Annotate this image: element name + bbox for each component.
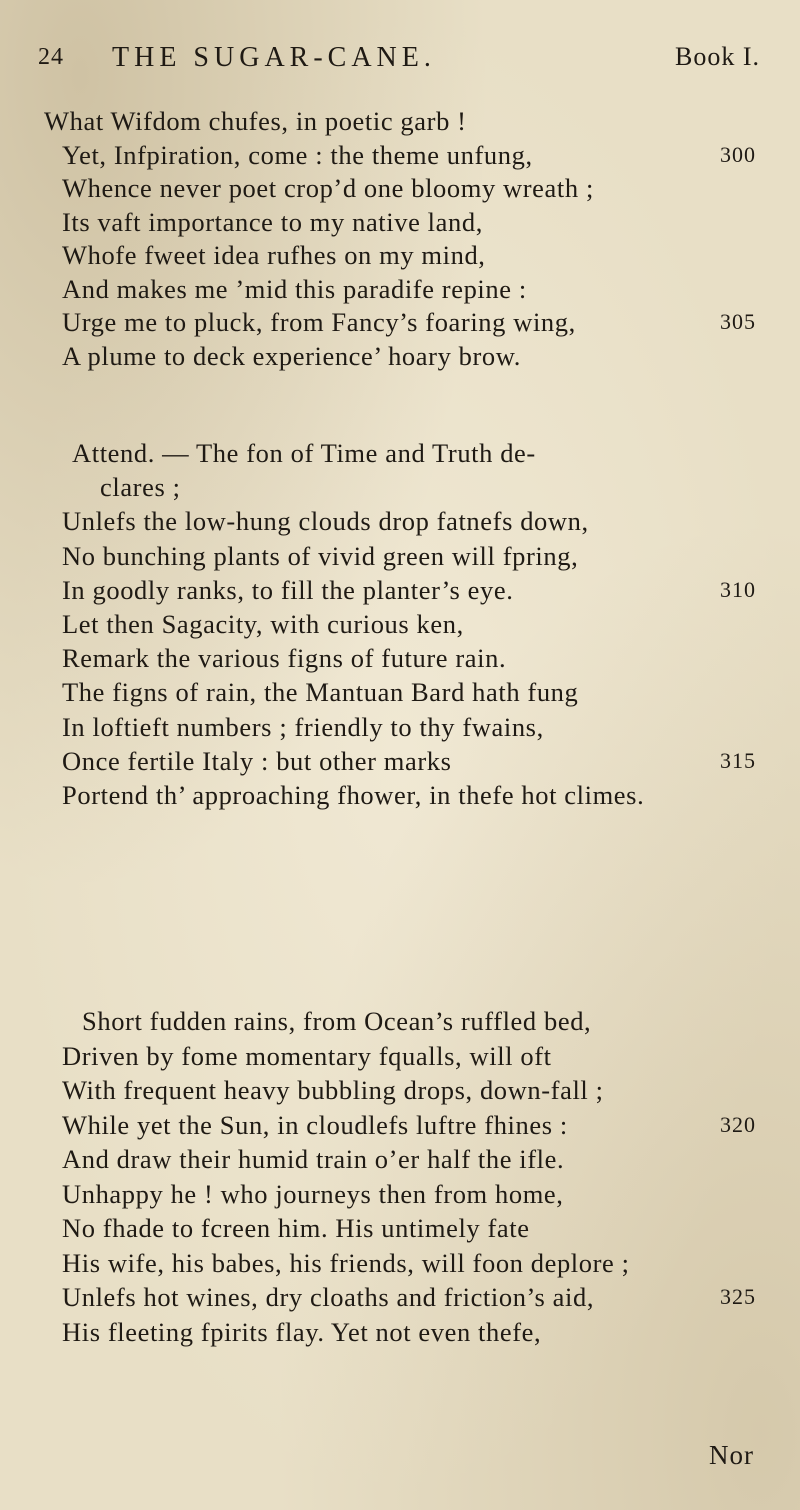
line-number: 300 xyxy=(720,141,756,167)
verse-line xyxy=(0,1108,800,1143)
verse-line xyxy=(0,1073,800,1108)
verse-text: In loftieft numbers ; friendly to thy fwains, xyxy=(62,711,544,742)
running-title: THE SUGAR-CANE. xyxy=(112,42,436,73)
stanza-1 xyxy=(0,104,800,372)
verse-text: His fleeting fpirits flay. Yet not even thefe, xyxy=(62,1316,542,1347)
verse-text: Unhappy he ! who journeys then from home, xyxy=(62,1178,564,1209)
verse-text: Driven by fome momentary fqualls, will oft xyxy=(62,1040,552,1071)
verse-text: No fhade to fcreen him. His untimely fate xyxy=(62,1213,530,1243)
verse-text: Unlefs the low-hung clouds drop fatnefs down, xyxy=(62,506,589,537)
verse-text: A plume to deck experience’ hoary brow. xyxy=(62,340,522,371)
verse-text: Short fudden rains, from Ocean’s ruffled bed, xyxy=(82,1006,592,1036)
verse-text: Yet, Infpiration, come : the theme unfung, xyxy=(62,139,533,170)
verse-text: Portend th’ approaching fhower, in thefe hot climes. xyxy=(62,779,645,810)
book-label: Book I. xyxy=(675,42,760,71)
verse-line xyxy=(0,675,800,709)
verse-text: clares ; xyxy=(100,472,181,503)
verse-line xyxy=(0,339,800,373)
verse-text: What Wifdom chufes, in poetic garb ! xyxy=(44,106,467,136)
verse-text: Urge me to pluck, from Fancy’s foaring wing, xyxy=(62,307,576,337)
page-number: 24 xyxy=(38,44,64,70)
verse-line xyxy=(0,1004,800,1039)
verse-line xyxy=(0,104,800,138)
verse-text: Attend. — The fon of Time and Truth de- xyxy=(72,438,536,468)
verse-line xyxy=(0,1039,800,1074)
verse-text: Its vaft importance to my native land, xyxy=(62,206,483,237)
verse-line xyxy=(0,744,800,778)
verse-line xyxy=(0,1211,800,1246)
verse-line xyxy=(0,1142,800,1177)
verse-line xyxy=(0,205,800,239)
verse-text: Unlefs hot wines, dry cloaths and friction’s aid, xyxy=(62,1282,595,1312)
verse-line xyxy=(0,778,800,812)
verse-text: While yet the Sun, in cloudlefs luftre fhines : xyxy=(62,1109,568,1140)
verse-line xyxy=(0,470,800,504)
verse-line xyxy=(0,1177,800,1212)
verse-text: Once fertile Italy : but other marks xyxy=(62,745,452,776)
verse-line xyxy=(0,539,800,573)
verse-line xyxy=(0,1315,800,1350)
verse-line xyxy=(0,1246,800,1281)
verse-line xyxy=(0,710,800,744)
verse-text: Whence never poet crop’d one bloomy wreath ; xyxy=(62,173,594,203)
stanza-3 xyxy=(0,1004,800,1349)
verse-text: And makes me ’mid this paradife repine : xyxy=(62,273,527,304)
line-number: 320 xyxy=(720,1111,756,1137)
line-number: 305 xyxy=(720,309,756,334)
line-number: 310 xyxy=(720,576,756,602)
verse-line xyxy=(0,238,800,272)
verse-line xyxy=(0,641,800,675)
line-number: 325 xyxy=(720,1284,756,1309)
verse-line xyxy=(0,272,800,306)
verse-line xyxy=(0,138,800,172)
verse-line xyxy=(0,1280,800,1315)
verse-line xyxy=(0,305,800,339)
verse-line xyxy=(0,504,800,538)
verse-line xyxy=(0,573,800,607)
verse-text: With frequent heavy bubbling drops, down-fall ; xyxy=(62,1075,604,1105)
verse-text: In goodly ranks, to fill the planter’s eye. xyxy=(62,574,514,605)
stanza-2 xyxy=(0,436,800,812)
verse-line xyxy=(0,436,800,470)
verse-text: No bunching plants of vivid green will fpring, xyxy=(62,540,579,571)
verse-text: His wife, his babes, his friends, will foon deplore ; xyxy=(62,1247,630,1278)
verse-text: And draw their humid train o’er half the ifle. xyxy=(62,1144,565,1174)
running-header xyxy=(38,42,760,78)
verse-line xyxy=(0,171,800,205)
verse-text: Remark the various figns of future rain. xyxy=(62,643,507,674)
verse-text: Let then Sagacity, with curious ken, xyxy=(62,608,464,639)
verse-text: The figns of rain, the Mantuan Bard hath fung xyxy=(62,677,579,708)
catchword: Nor xyxy=(709,1440,754,1470)
line-number: 315 xyxy=(720,747,756,773)
verse-line xyxy=(0,607,800,641)
verse-text: Whofe fweet idea rufhes on my mind, xyxy=(62,240,486,270)
